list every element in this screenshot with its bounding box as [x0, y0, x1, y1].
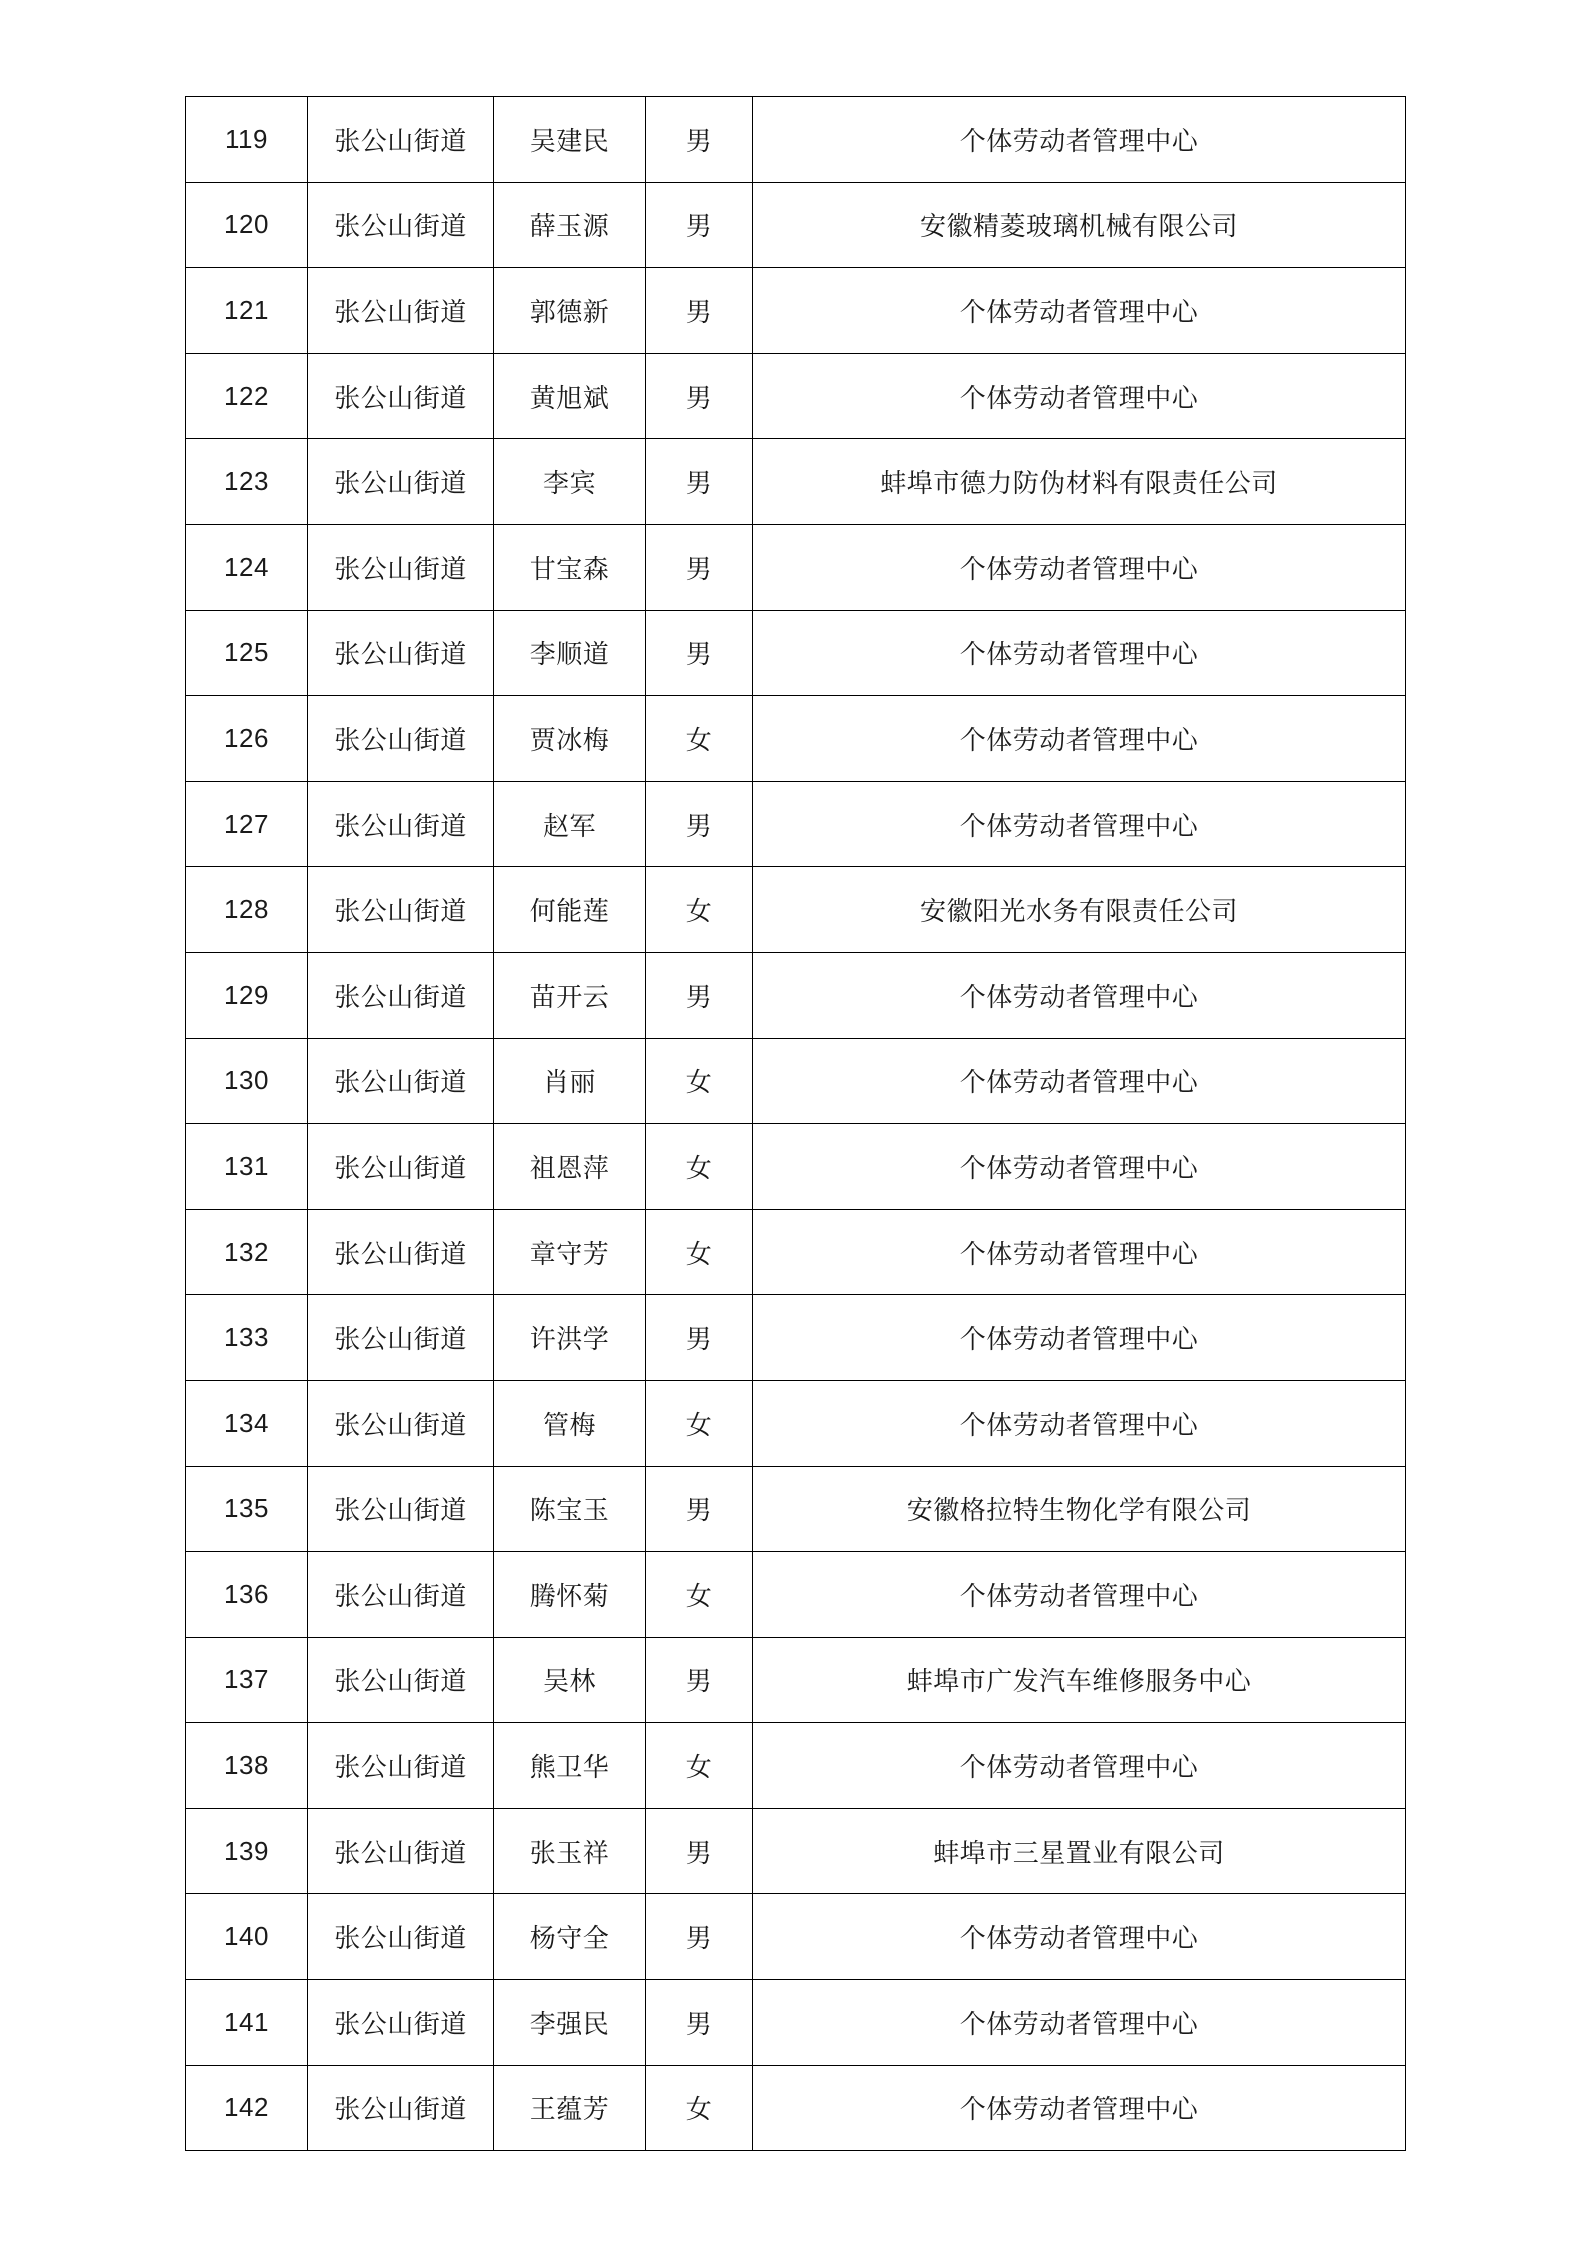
cell-row-number: 141 [186, 1980, 308, 2066]
cell-gender: 男 [646, 268, 753, 354]
table-row [186, 1124, 1406, 1210]
cell-gender: 女 [646, 1038, 753, 1124]
cell-row-number: 128 [186, 867, 308, 953]
cell-row-number: 121 [186, 268, 308, 354]
cell-row-number: 139 [186, 1808, 308, 1894]
cell-person-name: 薛玉源 [494, 182, 646, 268]
cell-employer: 安徽精菱玻璃机械有限公司 [753, 182, 1406, 268]
cell-gender: 男 [646, 97, 753, 183]
cell-employer: 个体劳动者管理中心 [753, 1124, 1406, 1210]
cell-street: 张公山街道 [308, 1552, 494, 1638]
cell-gender: 男 [646, 524, 753, 610]
cell-person-name: 苗开云 [494, 952, 646, 1038]
cell-row-number: 127 [186, 781, 308, 867]
cell-employer: 安徽格拉特生物化学有限公司 [753, 1466, 1406, 1552]
cell-person-name: 郭德新 [494, 268, 646, 354]
cell-gender: 男 [646, 1980, 753, 2066]
cell-person-name: 吴林 [494, 1637, 646, 1723]
cell-gender: 女 [646, 1552, 753, 1638]
table-row [186, 1380, 1406, 1466]
cell-street: 张公山街道 [308, 1980, 494, 2066]
cell-person-name: 何能莲 [494, 867, 646, 953]
table-row [186, 952, 1406, 1038]
cell-gender: 男 [646, 1637, 753, 1723]
roster-table-container [185, 96, 1406, 2151]
cell-gender: 女 [646, 867, 753, 953]
cell-street: 张公山街道 [308, 353, 494, 439]
cell-row-number: 136 [186, 1552, 308, 1638]
cell-employer: 个体劳动者管理中心 [753, 1552, 1406, 1638]
table-row [186, 1980, 1406, 2066]
cell-street: 张公山街道 [308, 97, 494, 183]
table-row [186, 268, 1406, 354]
cell-employer: 个体劳动者管理中心 [753, 952, 1406, 1038]
cell-person-name: 张玉祥 [494, 1808, 646, 1894]
cell-gender: 男 [646, 610, 753, 696]
roster-table [185, 96, 1406, 2151]
cell-gender: 女 [646, 696, 753, 782]
cell-row-number: 126 [186, 696, 308, 782]
cell-employer: 个体劳动者管理中心 [753, 1380, 1406, 1466]
cell-employer: 蚌埠市三星置业有限公司 [753, 1808, 1406, 1894]
cell-gender: 男 [646, 353, 753, 439]
cell-row-number: 125 [186, 610, 308, 696]
cell-street: 张公山街道 [308, 610, 494, 696]
table-row [186, 182, 1406, 268]
cell-employer: 个体劳动者管理中心 [753, 97, 1406, 183]
cell-street: 张公山街道 [308, 439, 494, 525]
cell-person-name: 杨守全 [494, 1894, 646, 1980]
cell-street: 张公山街道 [308, 524, 494, 610]
cell-street: 张公山街道 [308, 268, 494, 354]
cell-employer: 蚌埠市广发汽车维修服务中心 [753, 1637, 1406, 1723]
cell-street: 张公山街道 [308, 1295, 494, 1381]
cell-row-number: 138 [186, 1723, 308, 1809]
table-row [186, 439, 1406, 525]
cell-gender: 男 [646, 952, 753, 1038]
cell-row-number: 129 [186, 952, 308, 1038]
cell-row-number: 124 [186, 524, 308, 610]
roster-table-body [186, 97, 1406, 2151]
cell-street: 张公山街道 [308, 1723, 494, 1809]
table-row [186, 1038, 1406, 1124]
cell-row-number: 135 [186, 1466, 308, 1552]
table-row [186, 867, 1406, 953]
cell-person-name: 李强民 [494, 1980, 646, 2066]
cell-person-name: 贾冰梅 [494, 696, 646, 782]
table-row [186, 610, 1406, 696]
cell-person-name: 许洪学 [494, 1295, 646, 1381]
cell-row-number: 134 [186, 1380, 308, 1466]
cell-row-number: 131 [186, 1124, 308, 1210]
cell-row-number: 123 [186, 439, 308, 525]
cell-employer: 安徽阳光水务有限责任公司 [753, 867, 1406, 953]
cell-employer: 个体劳动者管理中心 [753, 1209, 1406, 1295]
cell-row-number: 119 [186, 97, 308, 183]
cell-employer: 个体劳动者管理中心 [753, 268, 1406, 354]
cell-street: 张公山街道 [308, 1637, 494, 1723]
cell-row-number: 142 [186, 2065, 308, 2151]
cell-person-name: 腾怀菊 [494, 1552, 646, 1638]
cell-gender: 男 [646, 439, 753, 525]
table-row [186, 696, 1406, 782]
table-row [186, 1552, 1406, 1638]
cell-employer: 个体劳动者管理中心 [753, 610, 1406, 696]
cell-employer: 个体劳动者管理中心 [753, 1295, 1406, 1381]
cell-employer: 个体劳动者管理中心 [753, 696, 1406, 782]
table-row [186, 1637, 1406, 1723]
cell-person-name: 李顺道 [494, 610, 646, 696]
cell-gender: 女 [646, 1723, 753, 1809]
cell-row-number: 140 [186, 1894, 308, 1980]
cell-person-name: 祖恩萍 [494, 1124, 646, 1210]
cell-street: 张公山街道 [308, 1808, 494, 1894]
cell-street: 张公山街道 [308, 781, 494, 867]
cell-gender: 女 [646, 1209, 753, 1295]
table-row [186, 1723, 1406, 1809]
table-row [186, 1295, 1406, 1381]
table-row [186, 1808, 1406, 1894]
table-row [186, 1894, 1406, 1980]
cell-row-number: 122 [186, 353, 308, 439]
cell-person-name: 王蕴芳 [494, 2065, 646, 2151]
cell-street: 张公山街道 [308, 952, 494, 1038]
cell-row-number: 120 [186, 182, 308, 268]
cell-person-name: 陈宝玉 [494, 1466, 646, 1552]
cell-gender: 男 [646, 182, 753, 268]
cell-row-number: 133 [186, 1295, 308, 1381]
table-row [186, 524, 1406, 610]
cell-employer: 个体劳动者管理中心 [753, 524, 1406, 610]
cell-employer: 个体劳动者管理中心 [753, 353, 1406, 439]
cell-street: 张公山街道 [308, 1466, 494, 1552]
cell-person-name: 李宾 [494, 439, 646, 525]
cell-street: 张公山街道 [308, 1209, 494, 1295]
cell-gender: 男 [646, 781, 753, 867]
table-row [186, 1209, 1406, 1295]
cell-gender: 女 [646, 1380, 753, 1466]
table-row [186, 781, 1406, 867]
cell-street: 张公山街道 [308, 1380, 494, 1466]
cell-person-name: 吴建民 [494, 97, 646, 183]
cell-person-name: 管梅 [494, 1380, 646, 1466]
cell-row-number: 137 [186, 1637, 308, 1723]
table-row [186, 2065, 1406, 2151]
cell-street: 张公山街道 [308, 2065, 494, 2151]
cell-employer: 个体劳动者管理中心 [753, 1894, 1406, 1980]
cell-row-number: 132 [186, 1209, 308, 1295]
cell-person-name: 熊卫华 [494, 1723, 646, 1809]
cell-person-name: 黄旭斌 [494, 353, 646, 439]
table-row [186, 97, 1406, 183]
cell-person-name: 章守芳 [494, 1209, 646, 1295]
cell-gender: 男 [646, 1466, 753, 1552]
cell-person-name: 甘宝森 [494, 524, 646, 610]
cell-employer: 个体劳动者管理中心 [753, 781, 1406, 867]
cell-employer: 个体劳动者管理中心 [753, 1723, 1406, 1809]
table-row [186, 353, 1406, 439]
cell-street: 张公山街道 [308, 1124, 494, 1210]
cell-employer: 个体劳动者管理中心 [753, 1980, 1406, 2066]
cell-gender: 女 [646, 2065, 753, 2151]
cell-street: 张公山街道 [308, 696, 494, 782]
cell-street: 张公山街道 [308, 182, 494, 268]
cell-row-number: 130 [186, 1038, 308, 1124]
cell-gender: 女 [646, 1124, 753, 1210]
cell-employer: 蚌埠市德力防伪材料有限责任公司 [753, 439, 1406, 525]
table-row [186, 1466, 1406, 1552]
cell-gender: 男 [646, 1894, 753, 1980]
cell-street: 张公山街道 [308, 1894, 494, 1980]
cell-employer: 个体劳动者管理中心 [753, 2065, 1406, 2151]
cell-employer: 个体劳动者管理中心 [753, 1038, 1406, 1124]
cell-street: 张公山街道 [308, 1038, 494, 1124]
cell-street: 张公山街道 [308, 867, 494, 953]
cell-person-name: 赵军 [494, 781, 646, 867]
cell-gender: 男 [646, 1808, 753, 1894]
cell-person-name: 肖丽 [494, 1038, 646, 1124]
cell-gender: 男 [646, 1295, 753, 1381]
